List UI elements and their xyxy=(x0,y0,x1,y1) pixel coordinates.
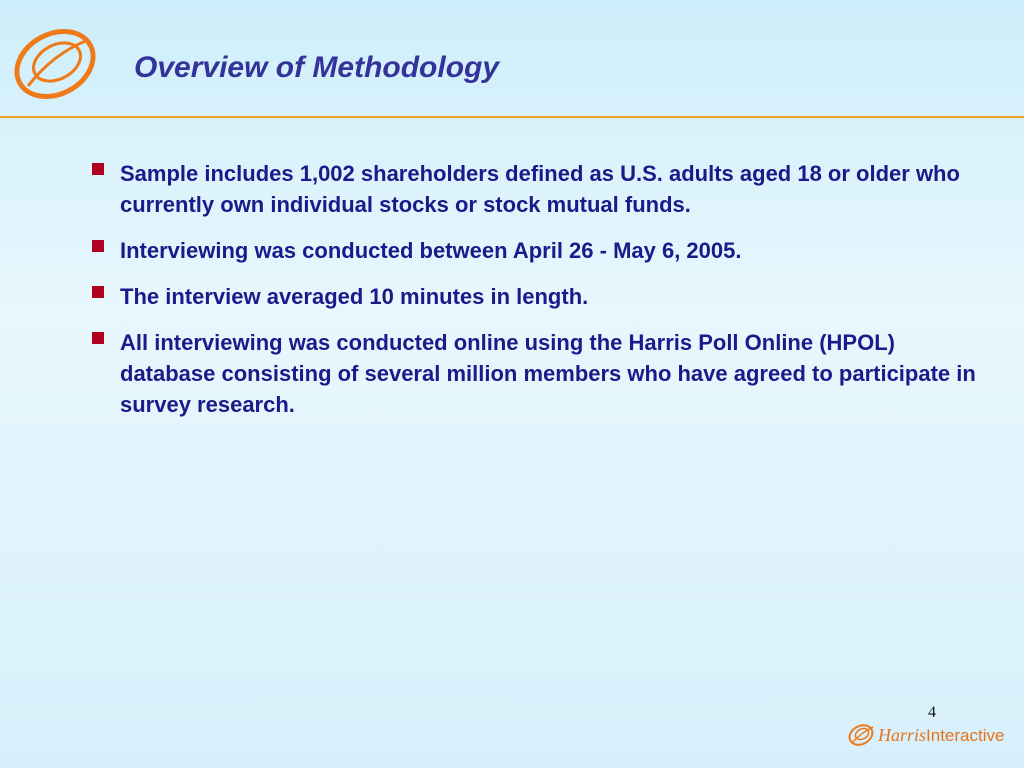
bullet-item-online xyxy=(90,327,990,420)
bullet-item-length xyxy=(90,281,990,312)
bullet-list xyxy=(90,158,990,435)
bullet-text: All interviewing was conducted online using the Harris Poll Online (HPOL) database consisting of several million members who have agreed to participate in survey research. xyxy=(120,330,976,417)
square-bullet-icon xyxy=(92,332,104,344)
title-divider xyxy=(0,116,1024,118)
square-bullet-icon xyxy=(92,286,104,298)
slide-title: Overview of Methodology xyxy=(134,51,500,84)
harris-interactive-small-logo-icon xyxy=(846,721,876,749)
bullet-item-sample xyxy=(90,158,990,220)
brand-footer xyxy=(846,720,1004,750)
bullet-item-dates xyxy=(90,235,990,266)
brand-name: HarrisInteractive xyxy=(878,724,1005,745)
page-number: 4 xyxy=(928,704,936,721)
harris-interactive-logo-icon xyxy=(10,24,100,104)
square-bullet-icon xyxy=(92,240,104,252)
bullet-text: The interview averaged 10 minutes in length. xyxy=(120,284,589,309)
square-bullet-icon xyxy=(92,163,104,175)
bullet-text: Interviewing was conducted between April 26 - May 6, 2005. xyxy=(120,238,742,263)
bullet-text: Sample includes 1,002 shareholders defined as U.S. adults aged 18 or older who currently own individual stocks or stock mutual funds. xyxy=(120,161,960,217)
